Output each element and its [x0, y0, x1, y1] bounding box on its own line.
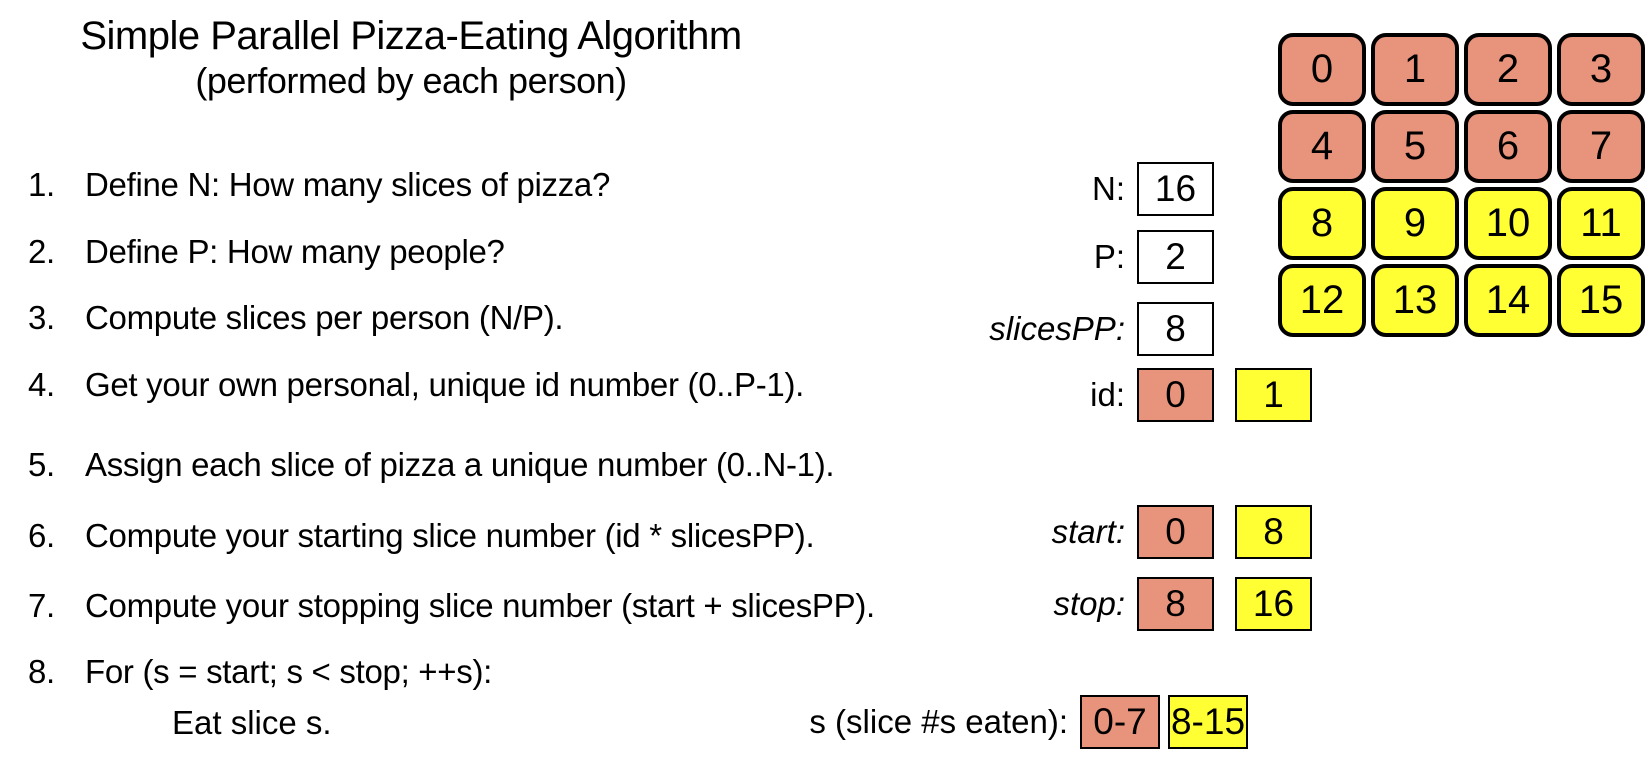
step-6-text: Compute your starting slice number (id * slicesPP). [85, 517, 815, 554]
pizza-slice-2: 2 [1464, 33, 1552, 106]
step-2-text: Define P: How many people? [85, 233, 505, 270]
step-1-text: Define N: How many slices of pizza? [85, 166, 611, 203]
field-id-label: id: [1090, 376, 1125, 413]
step-5 [28, 446, 834, 484]
field-start-person1-box: 8 [1235, 505, 1312, 559]
field-row-start [605, 505, 1312, 559]
step-5-number: 5. [28, 446, 55, 483]
step-8-text: For (s = start; s < stop; ++s): [85, 653, 493, 690]
step-1 [28, 166, 610, 204]
field-stop-person0-box: 8 [1137, 577, 1214, 631]
field-id-person1-box: 1 [1235, 368, 1312, 422]
field-p-value-box: 2 [1137, 230, 1214, 284]
pizza-slice-1: 1 [1371, 33, 1459, 106]
step-1-number: 1. [28, 166, 55, 203]
pizza-slice-15: 15 [1557, 264, 1645, 337]
field-start-person0-box: 0 [1137, 505, 1214, 559]
step-8-subtext: Eat slice s. [172, 704, 332, 741]
field-eaten-label: s (slice #s eaten): [809, 703, 1068, 740]
pizza-slice-8: 8 [1278, 187, 1366, 260]
page-title: Simple Parallel Pizza-Eating Algorithm [80, 14, 742, 58]
pizza-slice-6: 6 [1464, 110, 1552, 183]
step-3-text: Compute slices per person (N/P). [85, 299, 564, 336]
pizza-slice-14: 14 [1464, 264, 1552, 337]
step-3-number: 3. [28, 299, 55, 336]
step-8 [28, 653, 492, 691]
pizza-slice-9: 9 [1371, 187, 1459, 260]
step-2-number: 2. [28, 233, 55, 270]
pizza-slice-grid [1278, 33, 1645, 337]
step-4-number: 4. [28, 366, 55, 403]
field-id-person0-box: 0 [1137, 368, 1214, 422]
field-row-slicespp [605, 302, 1214, 356]
step-7-number: 7. [28, 587, 55, 624]
title-block [0, 12, 822, 102]
pizza-slice-5: 5 [1371, 110, 1459, 183]
field-stop-label: stop: [1053, 585, 1125, 622]
step-5-text: Assign each slice of pizza a unique number (0..N-1). [85, 446, 835, 483]
field-n-value-box: 16 [1137, 162, 1214, 216]
pizza-slice-0: 0 [1278, 33, 1366, 106]
pizza-slice-11: 11 [1557, 187, 1645, 260]
step-3 [28, 299, 563, 337]
step-7-text: Compute your stopping slice number (start + slicesPP). [85, 587, 875, 624]
step-8-number: 8. [28, 653, 55, 690]
pizza-slice-13: 13 [1371, 264, 1459, 337]
field-stop-person1-box: 16 [1235, 577, 1312, 631]
pizza-slice-10: 10 [1464, 187, 1552, 260]
pizza-slice-4: 4 [1278, 110, 1366, 183]
step-6-number: 6. [28, 517, 55, 554]
field-slicespp-value-box: 8 [1137, 302, 1214, 356]
pizza-slice-7: 7 [1557, 110, 1645, 183]
page-subtitle: (performed by each person) [195, 60, 627, 101]
pizza-slice-3: 3 [1557, 33, 1645, 106]
field-eaten-person0-box: 0-7 [1080, 695, 1160, 749]
field-start-label: start: [1051, 513, 1125, 550]
step-2 [28, 233, 505, 271]
field-n-label: N: [1092, 170, 1125, 207]
step-4-text: Get your own personal, unique id number (0..P-1). [85, 366, 805, 403]
field-row-n [605, 162, 1214, 216]
field-row-stop [605, 577, 1312, 631]
field-p-label: P: [1093, 238, 1125, 275]
field-row-id [605, 368, 1312, 422]
field-row-p [605, 230, 1214, 284]
field-row-eaten [548, 695, 1248, 749]
pizza-slice-12: 12 [1278, 264, 1366, 337]
field-slicespp-label: slicesPP: [989, 310, 1125, 347]
field-eaten-person1-box: 8-15 [1168, 695, 1248, 749]
